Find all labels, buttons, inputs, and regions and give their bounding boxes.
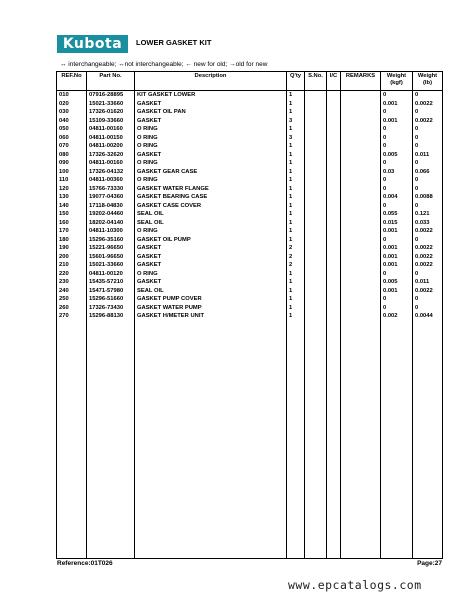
cell-ref-no: 240	[57, 287, 87, 296]
filler-cell	[57, 321, 87, 559]
cell-weight-lb: 0	[413, 270, 443, 279]
cell-weight-kgf: 0	[381, 236, 413, 245]
cell-ic	[327, 227, 341, 236]
cell-ic	[327, 236, 341, 245]
cell-ic	[327, 312, 341, 321]
filler-cell	[287, 321, 305, 559]
cell-qty: 1	[287, 108, 305, 117]
cell-serial-no	[305, 91, 327, 100]
cell-description: GASKET	[135, 100, 287, 109]
cell-description: GASKET	[135, 278, 287, 287]
cell-description: O RING	[135, 227, 287, 236]
cell-weight-kgf: 0	[381, 202, 413, 211]
table-row	[57, 125, 443, 134]
cell-weight-kgf: 0.03	[381, 168, 413, 177]
table-row	[57, 185, 443, 194]
cell-serial-no	[305, 253, 327, 262]
col-header-part-no: Part No.	[87, 72, 135, 91]
col-header-ic: I/C	[327, 72, 341, 91]
filler-cell	[341, 321, 381, 559]
cell-weight-lb: 0	[413, 176, 443, 185]
table-header-row	[57, 72, 443, 91]
cell-weight-kgf: 0.015	[381, 219, 413, 228]
table-row	[57, 100, 443, 109]
cell-description: GASKET CASE COVER	[135, 202, 287, 211]
col-header-description: Description	[135, 72, 287, 91]
cell-part-no: 15021-33660	[87, 100, 135, 109]
cell-part-no: 04811-00150	[87, 134, 135, 143]
cell-qty: 1	[287, 270, 305, 279]
cell-weight-kgf: 0.055	[381, 210, 413, 219]
cell-ic	[327, 168, 341, 177]
cell-serial-no	[305, 159, 327, 168]
cell-ref-no: 020	[57, 100, 87, 109]
cell-description: GASKET PUMP COVER	[135, 295, 287, 304]
cell-part-no: 15766-73330	[87, 185, 135, 194]
cell-qty: 1	[287, 142, 305, 151]
cell-weight-kgf: 0.005	[381, 151, 413, 160]
cell-ref-no: 110	[57, 176, 87, 185]
cell-part-no: 04811-10300	[87, 227, 135, 236]
cell-part-no: 04811-00160	[87, 125, 135, 134]
cell-ref-no: 250	[57, 295, 87, 304]
table-row	[57, 210, 443, 219]
cell-serial-no	[305, 142, 327, 151]
cell-weight-lb: 0.0044	[413, 312, 443, 321]
cell-weight-lb: 0.011	[413, 278, 443, 287]
cell-part-no: 17326-01620	[87, 108, 135, 117]
cell-ic	[327, 159, 341, 168]
col-header-weight-kgf: Weight (kgf)	[381, 72, 413, 91]
cell-ref-no: 160	[57, 219, 87, 228]
cell-weight-kgf: 0.004	[381, 193, 413, 202]
cell-description: O RING	[135, 125, 287, 134]
cell-qty: 1	[287, 193, 305, 202]
cell-weight-kgf: 0	[381, 142, 413, 151]
cell-part-no: 17118-04830	[87, 202, 135, 211]
page-title: LOWER GASKET KIT	[136, 38, 212, 47]
cell-remarks	[341, 236, 381, 245]
cell-remarks	[341, 304, 381, 313]
cell-serial-no	[305, 304, 327, 313]
cell-description: GASKET	[135, 151, 287, 160]
table-row	[57, 176, 443, 185]
cell-remarks	[341, 202, 381, 211]
cell-weight-lb: 0.0022	[413, 287, 443, 296]
cell-qty: 1	[287, 125, 305, 134]
cell-qty: 3	[287, 117, 305, 126]
table-row	[57, 108, 443, 117]
cell-weight-lb: 0.0088	[413, 193, 443, 202]
cell-remarks	[341, 287, 381, 296]
cell-serial-no	[305, 236, 327, 245]
cell-serial-no	[305, 210, 327, 219]
cell-description: SEAL OIL	[135, 219, 287, 228]
cell-qty: 1	[287, 312, 305, 321]
cell-weight-lb: 0.0022	[413, 261, 443, 270]
cell-remarks	[341, 91, 381, 100]
cell-serial-no	[305, 168, 327, 177]
filler-cell	[135, 321, 287, 559]
cell-serial-no	[305, 176, 327, 185]
cell-part-no: 17326-73430	[87, 304, 135, 313]
cell-qty: 3	[287, 134, 305, 143]
kubota-logo: Kubota	[57, 35, 128, 53]
cell-ic	[327, 134, 341, 143]
cell-ic	[327, 176, 341, 185]
cell-weight-lb: 0.121	[413, 210, 443, 219]
cell-qty: 1	[287, 168, 305, 177]
cell-ref-no: 180	[57, 236, 87, 245]
cell-description: O RING	[135, 176, 287, 185]
cell-part-no: 15435-57210	[87, 278, 135, 287]
cell-remarks	[341, 108, 381, 117]
cell-description: O RING	[135, 270, 287, 279]
cell-description: GASKET	[135, 244, 287, 253]
cell-ref-no: 220	[57, 270, 87, 279]
cell-qty: 1	[287, 287, 305, 296]
cell-part-no: 18202-04140	[87, 219, 135, 228]
cell-remarks	[341, 244, 381, 253]
cell-qty: 1	[287, 185, 305, 194]
page-number: Page:27	[417, 560, 442, 567]
cell-ic	[327, 253, 341, 262]
cell-weight-kgf: 0	[381, 185, 413, 194]
cell-description: O RING	[135, 142, 287, 151]
cell-qty: 2	[287, 261, 305, 270]
cell-weight-lb: 0.0022	[413, 100, 443, 109]
cell-serial-no	[305, 227, 327, 236]
cell-weight-lb: 0	[413, 295, 443, 304]
table-row	[57, 261, 443, 270]
cell-weight-kgf: 0.001	[381, 117, 413, 126]
cell-weight-lb: 0	[413, 108, 443, 117]
cell-serial-no	[305, 151, 327, 160]
cell-ic	[327, 261, 341, 270]
cell-serial-no	[305, 185, 327, 194]
table-row	[57, 227, 443, 236]
cell-serial-no	[305, 244, 327, 253]
cell-qty: 2	[287, 253, 305, 262]
cell-weight-kgf: 0	[381, 91, 413, 100]
cell-ref-no: 270	[57, 312, 87, 321]
cell-weight-lb: 0	[413, 159, 443, 168]
cell-weight-kgf: 0.001	[381, 253, 413, 262]
cell-qty: 1	[287, 202, 305, 211]
cell-ic	[327, 100, 341, 109]
table-row	[57, 202, 443, 211]
cell-weight-lb: 0.033	[413, 219, 443, 228]
filler-cell	[305, 321, 327, 559]
cell-weight-kgf: 0.001	[381, 244, 413, 253]
cell-qty: 1	[287, 210, 305, 219]
cell-serial-no	[305, 108, 327, 117]
cell-part-no: 15109-33660	[87, 117, 135, 126]
cell-serial-no	[305, 202, 327, 211]
cell-description: GASKET BEARING CASE	[135, 193, 287, 202]
cell-part-no: 15021-33660	[87, 261, 135, 270]
watermark-text: www.epcatalogs.com	[288, 578, 422, 592]
cell-weight-kgf: 0	[381, 159, 413, 168]
cell-part-no: 15296-35160	[87, 236, 135, 245]
cell-description: GASKET	[135, 261, 287, 270]
table-row	[57, 219, 443, 228]
cell-part-no: 04811-00360	[87, 176, 135, 185]
cell-serial-no	[305, 125, 327, 134]
cell-qty: 1	[287, 176, 305, 185]
cell-part-no: 17326-04132	[87, 168, 135, 177]
cell-serial-no	[305, 270, 327, 279]
table-row	[57, 295, 443, 304]
cell-description: O RING	[135, 159, 287, 168]
cell-weight-lb: 0	[413, 134, 443, 143]
cell-weight-lb: 0.0022	[413, 253, 443, 262]
table-row	[57, 278, 443, 287]
cell-serial-no	[305, 219, 327, 228]
cell-description: O RING	[135, 134, 287, 143]
cell-ic	[327, 270, 341, 279]
cell-remarks	[341, 227, 381, 236]
cell-qty: 1	[287, 151, 305, 160]
cell-qty: 2	[287, 244, 305, 253]
cell-remarks	[341, 125, 381, 134]
cell-part-no: 15296-51660	[87, 295, 135, 304]
cell-description: GASKET	[135, 253, 287, 262]
cell-remarks	[341, 312, 381, 321]
cell-part-no: 04811-00160	[87, 159, 135, 168]
cell-part-no: 15601-96650	[87, 253, 135, 262]
cell-ref-no: 010	[57, 91, 87, 100]
cell-remarks	[341, 193, 381, 202]
cell-ref-no: 150	[57, 210, 87, 219]
cell-weight-lb: 0	[413, 236, 443, 245]
filler-cell	[87, 321, 135, 559]
cell-ref-no: 210	[57, 261, 87, 270]
reference-label: Reference:01T026	[57, 560, 113, 567]
table-row	[57, 287, 443, 296]
cell-ref-no: 140	[57, 202, 87, 211]
cell-remarks	[341, 253, 381, 262]
cell-ic	[327, 117, 341, 126]
cell-ic	[327, 278, 341, 287]
cell-qty: 1	[287, 219, 305, 228]
cell-ref-no: 260	[57, 304, 87, 313]
cell-remarks	[341, 100, 381, 109]
cell-weight-kgf: 0.001	[381, 100, 413, 109]
col-header-ref-no: REF.No	[57, 72, 87, 91]
cell-weight-kgf: 0.001	[381, 261, 413, 270]
col-header-serial-no: S.No.	[305, 72, 327, 91]
cell-ic	[327, 193, 341, 202]
cell-part-no: 17326-32620	[87, 151, 135, 160]
cell-remarks	[341, 117, 381, 126]
cell-description: GASKET OIL PUMP	[135, 236, 287, 245]
cell-ic	[327, 151, 341, 160]
cell-part-no: 19077-04360	[87, 193, 135, 202]
cell-ref-no: 050	[57, 125, 87, 134]
cell-serial-no	[305, 100, 327, 109]
cell-weight-kgf: 0.001	[381, 227, 413, 236]
col-header-remarks: REMARKS	[341, 72, 381, 91]
cell-qty: 1	[287, 278, 305, 287]
cell-ref-no: 070	[57, 142, 87, 151]
cell-weight-kgf: 0	[381, 295, 413, 304]
cell-ref-no: 060	[57, 134, 87, 143]
cell-ref-no: 090	[57, 159, 87, 168]
cell-description: GASKET H/METER UNIT	[135, 312, 287, 321]
cell-ic	[327, 287, 341, 296]
cell-ref-no: 120	[57, 185, 87, 194]
cell-qty: 1	[287, 236, 305, 245]
cell-qty: 1	[287, 91, 305, 100]
cell-weight-lb: 0	[413, 142, 443, 151]
cell-remarks	[341, 278, 381, 287]
cell-remarks	[341, 261, 381, 270]
cell-weight-kgf: 0	[381, 108, 413, 117]
cell-part-no: 15221-96650	[87, 244, 135, 253]
cell-remarks	[341, 151, 381, 160]
cell-ic	[327, 108, 341, 117]
table-row	[57, 134, 443, 143]
cell-qty: 1	[287, 295, 305, 304]
cell-weight-lb: 0.066	[413, 168, 443, 177]
cell-remarks	[341, 270, 381, 279]
cell-weight-kgf: 0	[381, 270, 413, 279]
cell-part-no: 15471-57980	[87, 287, 135, 296]
table-row	[57, 91, 443, 100]
cell-description: GASKET OIL PAN	[135, 108, 287, 117]
cell-serial-no	[305, 261, 327, 270]
cell-weight-kgf: 0	[381, 134, 413, 143]
table-row	[57, 151, 443, 160]
cell-weight-lb: 0.0022	[413, 244, 443, 253]
table-row	[57, 193, 443, 202]
cell-weight-lb: 0.0022	[413, 227, 443, 236]
cell-serial-no	[305, 312, 327, 321]
cell-ic	[327, 210, 341, 219]
cell-weight-kgf: 0.005	[381, 278, 413, 287]
cell-description: GASKET	[135, 117, 287, 126]
cell-weight-kgf: 0	[381, 125, 413, 134]
cell-qty: 1	[287, 304, 305, 313]
cell-part-no: 07916-28895	[87, 91, 135, 100]
cell-ref-no: 130	[57, 193, 87, 202]
cell-description: GASKET GEAR CASE	[135, 168, 287, 177]
cell-remarks	[341, 210, 381, 219]
cell-description: KIT GASKET LOWER	[135, 91, 287, 100]
cell-qty: 1	[287, 227, 305, 236]
cell-serial-no	[305, 295, 327, 304]
cell-remarks	[341, 159, 381, 168]
parts-table	[56, 71, 443, 559]
cell-weight-lb: 0.0022	[413, 117, 443, 126]
table-row	[57, 253, 443, 262]
cell-weight-kgf: 0	[381, 176, 413, 185]
cell-ic	[327, 185, 341, 194]
cell-remarks	[341, 142, 381, 151]
cell-ic	[327, 304, 341, 313]
filler-cell	[413, 321, 443, 559]
cell-ref-no: 080	[57, 151, 87, 160]
cell-serial-no	[305, 117, 327, 126]
table-row	[57, 304, 443, 313]
cell-ic	[327, 219, 341, 228]
cell-weight-lb: 0.011	[413, 151, 443, 160]
table-row	[57, 244, 443, 253]
cell-weight-lb: 0	[413, 91, 443, 100]
cell-ref-no: 170	[57, 227, 87, 236]
cell-part-no: 04811-00200	[87, 142, 135, 151]
cell-ref-no: 190	[57, 244, 87, 253]
cell-serial-no	[305, 287, 327, 296]
cell-description: SEAL OIL	[135, 287, 287, 296]
cell-qty: 1	[287, 159, 305, 168]
table-row	[57, 312, 443, 321]
cell-weight-kgf: 0	[381, 304, 413, 313]
cell-ref-no: 200	[57, 253, 87, 262]
cell-remarks	[341, 168, 381, 177]
cell-part-no: 04811-00120	[87, 270, 135, 279]
cell-ic	[327, 295, 341, 304]
cell-ic	[327, 244, 341, 253]
cell-part-no: 15296-88130	[87, 312, 135, 321]
cell-remarks	[341, 295, 381, 304]
table-row	[57, 159, 443, 168]
table-row	[57, 117, 443, 126]
cell-ref-no: 040	[57, 117, 87, 126]
cell-remarks	[341, 185, 381, 194]
cell-ic	[327, 142, 341, 151]
cell-description: GASKET WATER FLANGE	[135, 185, 287, 194]
cell-weight-kgf: 0.002	[381, 312, 413, 321]
cell-remarks	[341, 219, 381, 228]
cell-description: GASKET WATER PUMP	[135, 304, 287, 313]
cell-ic	[327, 91, 341, 100]
table-body	[57, 91, 443, 559]
cell-weight-lb: 0	[413, 304, 443, 313]
table-row	[57, 168, 443, 177]
table-filler-row	[57, 321, 443, 559]
cell-weight-lb: 0	[413, 202, 443, 211]
cell-weight-lb: 0	[413, 125, 443, 134]
col-header-weight-lb: Weight (lb)	[413, 72, 443, 91]
cell-serial-no	[305, 134, 327, 143]
table-row	[57, 236, 443, 245]
col-header-qty: Q'ty	[287, 72, 305, 91]
cell-serial-no	[305, 278, 327, 287]
table-row	[57, 142, 443, 151]
cell-ic	[327, 125, 341, 134]
cell-remarks	[341, 134, 381, 143]
filler-cell	[381, 321, 413, 559]
cell-remarks	[341, 176, 381, 185]
table-row	[57, 270, 443, 279]
interchangeability-legend: ↔ interchangeable; ↔not interchangeable; ← new for old; →old for new	[60, 61, 268, 68]
cell-weight-kgf: 0.001	[381, 287, 413, 296]
cell-serial-no	[305, 193, 327, 202]
cell-ref-no: 030	[57, 108, 87, 117]
cell-description: SEAL OIL	[135, 210, 287, 219]
cell-weight-lb: 0	[413, 185, 443, 194]
cell-part-no: 19202-04460	[87, 210, 135, 219]
cell-ic	[327, 202, 341, 211]
cell-ref-no: 100	[57, 168, 87, 177]
filler-cell	[327, 321, 341, 559]
cell-qty: 1	[287, 100, 305, 109]
cell-ref-no: 230	[57, 278, 87, 287]
